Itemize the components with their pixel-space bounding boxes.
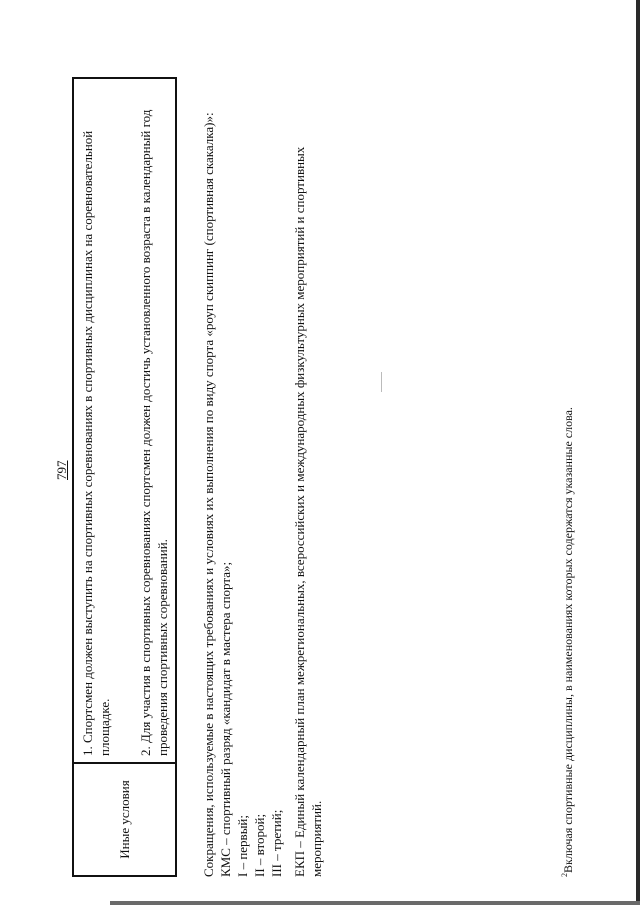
abbreviation-first: I – первый;: [235, 815, 250, 877]
conditions-content: [73, 78, 176, 763]
abbreviation-ekp: ЕКП – Единый календарный план межрегиональных, всероссийских и международных физкультурных мероприятий и спортивных мероприятий.: [292, 146, 324, 877]
footnote: [560, 77, 576, 877]
footnote-marker: 2: [560, 873, 569, 877]
abbreviation-third: III – третий;: [269, 809, 284, 877]
abbreviations-section: [200, 77, 325, 877]
other-conditions-label: Иные условия: [73, 763, 176, 876]
page-number: 797: [54, 460, 69, 480]
conditions-table: [72, 77, 177, 877]
condition-item-2: 2. Для участия в спортивных соревнованиях спортсмен должен достичь установленного возраста в календарный год проведения спортивных соревнований.: [138, 109, 170, 756]
footnote-text: Включая спортивные дисциплины, в наименованиях которых содержатся указанные слова.: [561, 407, 575, 873]
condition-item-1: 1. Спортсмен должен выступить на спортивных соревнованиях в спортивных дисциплинах на соревновательной площадке.: [80, 130, 112, 756]
abbreviation-kms: КМС – спортивный разряд «кандидат в мастера спорта»;: [218, 561, 233, 877]
abbreviations-intro: Сокращения, используемые в настоящих требованиях и условиях их выполнения по виду спорта «роуп скиппинг (спортивная скакалка)»:: [201, 112, 216, 877]
abbreviation-second: II – второй;: [252, 813, 267, 877]
table-row: [73, 78, 176, 876]
